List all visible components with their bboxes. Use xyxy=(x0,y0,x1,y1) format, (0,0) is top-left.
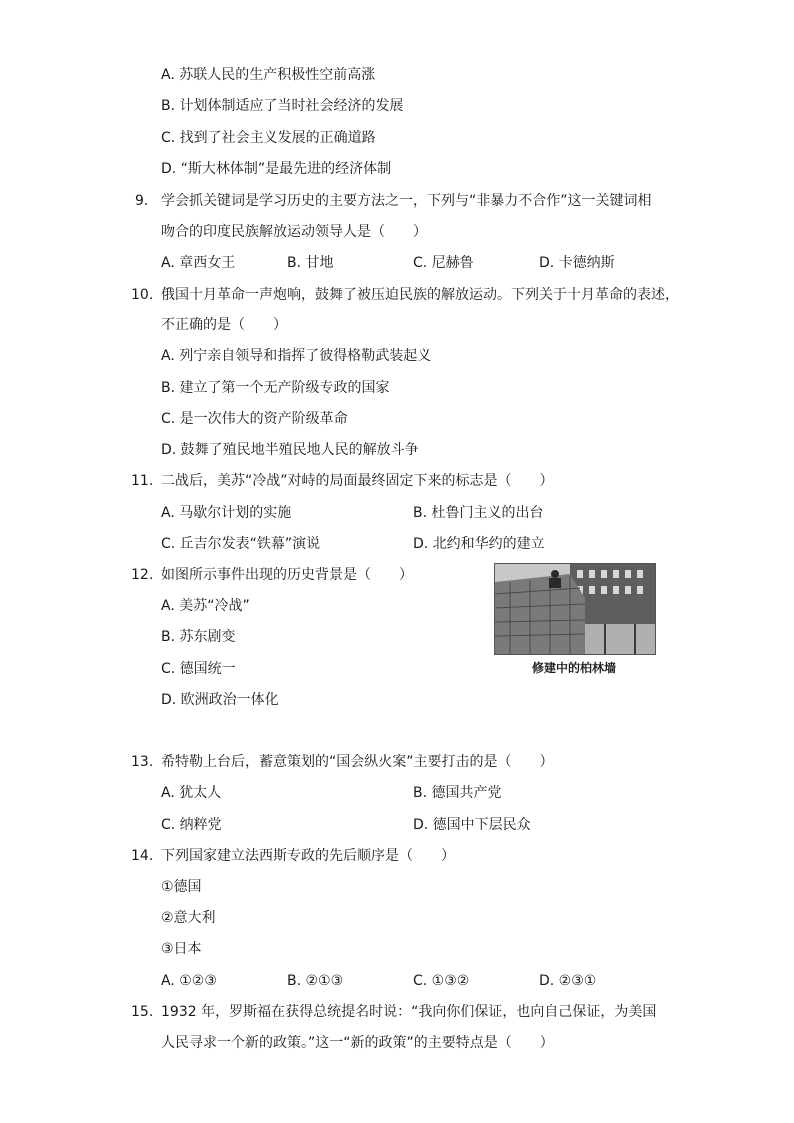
q10-stem-line2: 不正确的是（ ） xyxy=(161,317,287,333)
q14-item-3: ③日本 xyxy=(161,941,202,957)
q12-stem: 如图所示事件出现的历史背景是（ ） xyxy=(161,567,413,583)
q14-item-1: ①德国 xyxy=(161,879,202,895)
q14-number: 14. xyxy=(131,848,154,864)
q14-option-b: B. ②①③ xyxy=(287,973,344,989)
q11-stem: 二战后，美苏“冷战”对峙的局面最终固定下来的标志是（ ） xyxy=(161,473,554,489)
q11-number: 11. xyxy=(131,473,154,489)
q14-option-c: C. ①③② xyxy=(413,973,470,989)
photo-caption: 修建中的柏林墙 xyxy=(531,661,616,675)
q8-option-a: A. 苏联人民的生产积极性空前高涨 xyxy=(161,67,376,83)
q9-stem-line2: 吻合的印度民族解放运动领导人是（ ） xyxy=(161,224,427,240)
q12-option-a: A. 美苏“冷战” xyxy=(161,598,250,614)
q14-item-2: ②意大利 xyxy=(161,910,216,926)
q8-option-d: D. “斯大林体制”是最先进的经济体制 xyxy=(161,161,392,177)
q10-stem-line1: 俄国十月革命一声炮响，鼓舞了被压迫民族的解放运动。下列关于十月革命的表述， xyxy=(161,287,679,303)
q10-option-a: A. 列宁亲自领导和指挥了彼得格勒武装起义 xyxy=(161,348,432,364)
q11-option-d: D. 北约和华约的建立 xyxy=(413,536,545,552)
q13-stem: 希特勒上台后，蓄意策划的“国会纵火案”主要打击的是（ ） xyxy=(161,754,554,770)
q10-option-d: D. 鼓舞了殖民地半殖民地人民的解放斗争 xyxy=(161,442,419,458)
q8-option-b: B. 计划体制适应了当时社会经济的发展 xyxy=(161,98,404,114)
q15-stem-line1: 1932 年，罗斯福在获得总统提名时说：“我向你们保证，也向自己保证，为美国 xyxy=(161,1004,657,1020)
q12-option-b: B. 苏东剧变 xyxy=(161,629,236,645)
q12-option-c: C. 德国统一 xyxy=(161,661,236,677)
q13-option-a: A. 犹太人 xyxy=(161,785,222,801)
q8-option-c: C. 找到了社会主义发展的正确道路 xyxy=(161,130,376,146)
q15-stem-line2: 人民寻求一个新的政策。”这一“新的政策”的主要特点是（ ） xyxy=(161,1035,554,1051)
q9-option-d: D. 卡德纳斯 xyxy=(539,255,615,271)
q12-option-d: D. 欧洲政治一体化 xyxy=(161,692,279,708)
berlin-wall-photo xyxy=(494,563,656,655)
q13-option-b: B. 德国共产党 xyxy=(413,785,502,801)
berlin-wall-illustration xyxy=(495,564,655,654)
q10-option-c: C. 是一次伟大的资产阶级革命 xyxy=(161,411,348,427)
q15-number: 15. xyxy=(131,1004,154,1020)
q13-option-c: C. 纳粹党 xyxy=(161,817,222,833)
q9-option-b: B. 甘地 xyxy=(287,255,334,271)
q13-option-d: D. 德国中下层民众 xyxy=(413,817,531,833)
q14-option-d: D. ②③① xyxy=(539,973,597,989)
q14-stem: 下列国家建立法西斯专政的先后顺序是（ ） xyxy=(161,848,455,864)
q9-stem-line1: 学会抓关键词是学习历史的主要方法之一，下列与“非暴力不合作”这一关键词相 xyxy=(161,193,652,209)
q10-number: 10. xyxy=(131,287,154,303)
q14-option-a: A. ①②③ xyxy=(161,973,217,989)
q11-option-c: C. 丘吉尔发表“铁幕”演说 xyxy=(161,536,321,552)
q11-option-b: B. 杜鲁门主义的出台 xyxy=(413,505,544,521)
q13-number: 13. xyxy=(131,754,154,770)
q9-option-c: C. 尼赫鲁 xyxy=(413,255,474,271)
q9-number: 9. xyxy=(135,193,149,209)
q11-option-a: A. 马歇尔计划的实施 xyxy=(161,505,292,521)
q10-option-b: B. 建立了第一个无产阶级专政的国家 xyxy=(161,380,390,396)
q12-number: 12. xyxy=(131,567,154,583)
q9-option-a: A. 章西女王 xyxy=(161,255,236,271)
